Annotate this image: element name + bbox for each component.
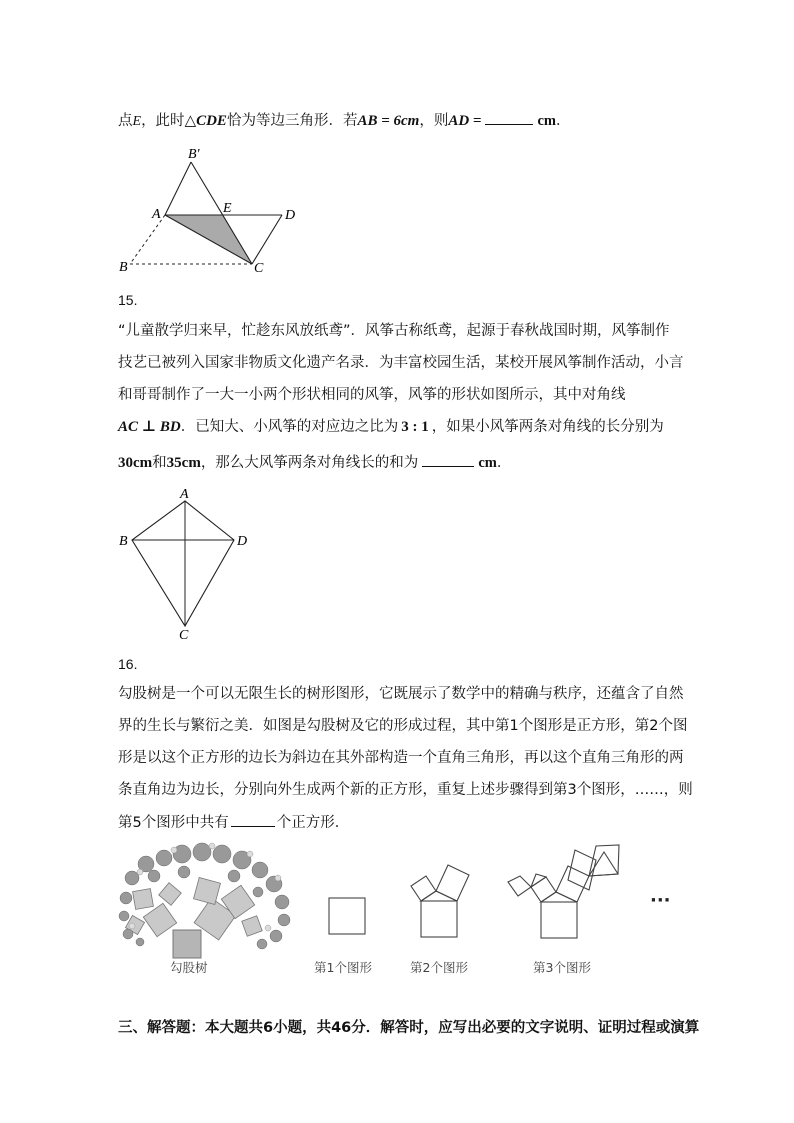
q14-triangle-cde: △CDE [184, 113, 227, 129]
caption-figure-1: 第1个图形 [314, 960, 372, 975]
segment-ab-dashed [130, 215, 165, 264]
tree-leaf-cluster [178, 866, 190, 878]
q15-answer-blank[interactable] [422, 452, 474, 467]
tree-square [143, 903, 176, 936]
q14-period: ． [556, 113, 571, 129]
q14-text-line [118, 110, 571, 132]
tree-leaf-cluster [156, 850, 172, 866]
tree-leaf-cluster [125, 871, 139, 885]
q15-line-3: 和哥哥制作了一大一小两个形状相同的风筝，风筝的形状如图所示，其中对角线 [118, 387, 626, 403]
label-c: C [254, 261, 264, 276]
label-b-prime: B′ [188, 147, 200, 162]
q16-answer-blank[interactable] [231, 812, 275, 827]
segment-b-prime-c [191, 162, 252, 264]
label-a: A [152, 207, 161, 222]
figure-2-base-square [421, 901, 457, 937]
tree-leaf-dot [265, 925, 271, 931]
tree-leaf-cluster [278, 914, 290, 926]
q16-number: 16. [118, 656, 138, 672]
caption-figure-2: 第2个图形 [410, 960, 468, 975]
q15-line-4-end: ，如果小风筝两条对角线的长分别为 [431, 419, 664, 435]
q15-line-5 [118, 452, 511, 473]
tree-leaf-cluster [148, 870, 160, 882]
figure-3-right-square [556, 866, 589, 902]
tree-leaf-cluster [275, 895, 289, 909]
q15-line-5-mid: ，那么大风筝两条对角线长的和为 [200, 455, 419, 471]
tree-leaf-cluster [270, 930, 282, 942]
tree-leaf-cluster [119, 911, 129, 921]
q15-period: ． [496, 455, 512, 471]
figure-3-base-square [541, 902, 577, 938]
tree-leaf-dot [129, 923, 135, 929]
q14-answer-blank[interactable] [485, 110, 533, 125]
tree-leaf-dot [275, 875, 281, 881]
label-b: B [119, 260, 128, 275]
figure-3-left-square [531, 877, 556, 902]
q14-text-pre: 点 [118, 113, 133, 129]
kite-outline [132, 501, 234, 626]
tree-leaf-dot [209, 843, 215, 849]
q15-and: 和 [152, 455, 167, 471]
q14-text-mid: ，此时 [141, 113, 185, 129]
q14-figure [110, 140, 310, 278]
q15-line-2: 技艺已被列入国家非物质文化遗产名录．为丰富校园生活，某校开展风筝制作活动，小言 [118, 355, 684, 371]
q16-line-5 [118, 812, 349, 833]
q16-line-3: 形是以这个正方形的边长为斜边在其外部构造一个直角三角形，再以这个直角三角形的两 [118, 750, 684, 766]
tree-leaf-cluster [257, 939, 267, 949]
tree-leaf-dot [137, 869, 143, 875]
q15-length-1: 30cm [118, 455, 153, 471]
figure-3-top-square [568, 850, 596, 890]
kite-label-d: D [237, 534, 248, 549]
q15-perp-expression: AC ⊥ BD [118, 419, 181, 435]
q15-ratio: 3 : 1 [401, 419, 429, 435]
label-d: D [285, 208, 296, 223]
tree-leaf-dot [247, 851, 253, 857]
tree-leaf-cluster [136, 938, 144, 946]
figure-2-left-square [411, 876, 436, 901]
q14-text-after-tri: 恰为等边三角形．若 [226, 113, 358, 129]
q15-kite-figure [112, 484, 262, 644]
pythagoras-tree-figure [119, 843, 290, 958]
tree-square [159, 883, 182, 906]
tree-leaf-cluster [120, 892, 132, 904]
tree-leaf-cluster [123, 929, 133, 939]
q16-line-5-pre: 第5个图形中共有 [118, 815, 229, 831]
figure-3-small-square-left [508, 876, 531, 896]
figure-2 [411, 865, 469, 937]
kite-label-c: C [179, 628, 189, 643]
q15-unit: cm [478, 455, 497, 471]
figure-3 [508, 845, 619, 938]
q16-line-5-post: 个正方形． [276, 815, 350, 831]
tree-square [194, 878, 221, 905]
figure-2-right-square [436, 865, 469, 901]
q16-line-4: 条直角边为边长，分别向外生成两个新的正方形，重复上述步骤得到第3个图形，……，则 [118, 782, 693, 798]
figure-1-square [329, 898, 365, 934]
figure-3-small-triangle [531, 874, 546, 887]
q16-figures [118, 838, 686, 980]
tree-leaf-cluster [193, 843, 211, 861]
q15-length-2: 35cm [166, 455, 201, 471]
kite-label-b: B [119, 534, 128, 549]
tree-square [242, 916, 263, 937]
tree-leaf-cluster [213, 845, 231, 863]
q15-line-4-mid: ．已知大、小风筝的对应边之比为 [180, 419, 399, 435]
segment-dc [252, 215, 282, 264]
q14-unit: cm [537, 113, 556, 129]
q15-number: 15. [118, 292, 138, 308]
tree-square [133, 889, 154, 910]
tree-leaf-cluster [253, 887, 263, 897]
q14-ab-equation: AB = 6cm [357, 113, 420, 129]
tree-leaf-cluster [252, 862, 268, 878]
segment-ab-prime [165, 162, 191, 215]
tree-trunk-square [173, 930, 201, 958]
tree-leaf-dot [171, 847, 177, 853]
label-e: E [223, 201, 232, 216]
q16-line-1: 勾股树是一个可以无限生长的树形图形，它既展示了数学中的精确与秩序，还蕴含了自然 [118, 686, 684, 702]
tree-leaf-cluster [228, 870, 240, 882]
kite-label-a: A [180, 487, 189, 502]
caption-tree: 勾股树 [170, 960, 208, 975]
q15-line-1: “儿童散学归来早，忙趁东风放纸鸢”．风筝古称纸鸢，起源于春秋战国时期，风筝制作 [118, 323, 670, 339]
q16-line-2: 界的生长与繁衍之美．如图是勾股树及它的形成过程，其中第1个图形是正方形，第2个图 [118, 718, 688, 734]
q14-point-e: E [132, 114, 142, 129]
figure-ellipsis: ··· [650, 890, 671, 911]
caption-figure-3: 第3个图形 [533, 960, 591, 975]
q15-line-4 [118, 417, 664, 437]
q14-text-then: ，则 [419, 113, 449, 129]
q14-ad-equation: AD = [448, 113, 482, 129]
section-3-heading: 三、解答题：本大题共6小题，共46分．解答时，应写出必要的文字说明、证明过程或演算 [118, 1020, 700, 1036]
